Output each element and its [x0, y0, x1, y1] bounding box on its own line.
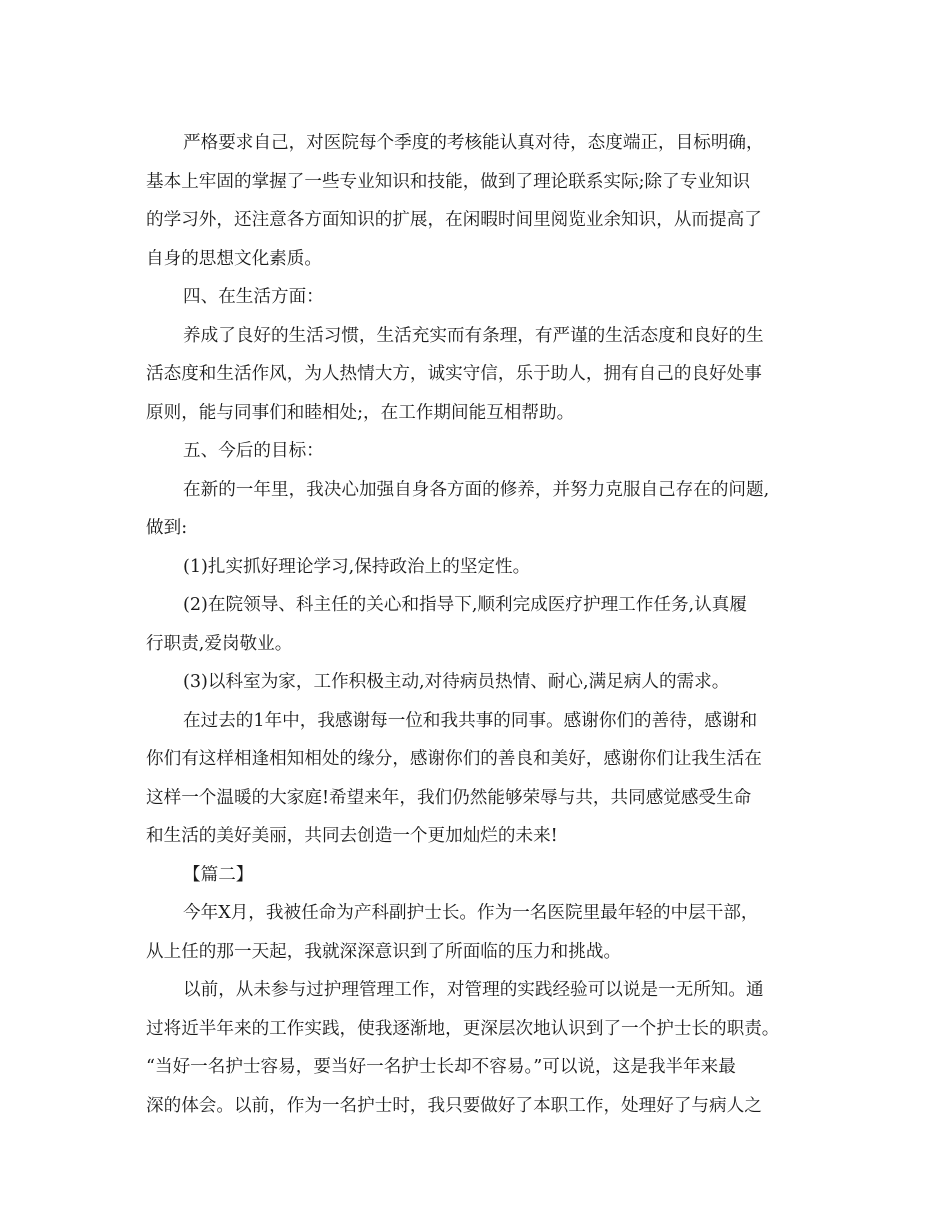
text-line: 以前，从未参与过护理管理工作，对管理的实践经验可以说是一无所知。通 — [183, 980, 764, 1000]
text-line: 在过去的1年中，我感谢每一位和我共事的同事。感谢你们的善待，感谢和 — [183, 710, 758, 731]
text-line: “当好一名护士容易，要当好一名护士长却不容易。”可以说，这是我半年来最 — [146, 1057, 736, 1077]
text-line: 五、今后的目标： — [183, 441, 324, 461]
text-line: 从上任的那一天起，我就深深意识到了所面临的压力和挑战。 — [146, 941, 622, 962]
text-line: 你们有这样相逢相知相处的缘分，感谢你们的善良和美好，感谢你们让我生活在 — [146, 749, 762, 769]
text-line: 做到: — [146, 518, 188, 538]
text-line: 深的体会。以前，作为一名护士时，我只要做好了本职工作，处理好了与病人之 — [146, 1095, 762, 1116]
text-line: 今年X月，我被任命为产科副护士长。作为一名医院里最年轻的中层干部， — [183, 903, 759, 923]
text-line: 基本上牢固的掌握了一些专业知识和技能，做到了理论联系实际;除了专业知识 — [146, 171, 751, 192]
text-line: 严格要求自己，对医院每个季度的考核能认真对待，态度端正，目标明确， — [183, 133, 764, 153]
text-line: 在新的一年里，我决心加强自身各方面的修养，并努力克服自己存在的问题, — [183, 479, 770, 500]
text-line: (2)在院领导、科主任的关心和指导下,顺利完成医疗护理工作任务,认真履 — [183, 595, 747, 615]
text-line: 和生活的美好美丽，共同去创造一个更加灿烂的未来! — [146, 826, 558, 846]
text-line: (3)以科室为家，工作积极主动,对待病员热情、耐心,满足病人的需求。 — [183, 672, 730, 692]
text-line: 养成了良好的生活习惯，生活充实而有条理，有严谨的生活态度和良好的生 — [183, 325, 764, 346]
text-line: (1)扎实抓好理论学习,保持政治上的坚定性。 — [183, 556, 531, 577]
text-line: 自身的思想文化素质。 — [146, 248, 322, 269]
document-body — [146, 124, 808, 1125]
text-line: 行职责,爱岗敬业。 — [146, 633, 293, 654]
text-line: 活态度和生活作风，为人热情大方，诚实守信，乐于助人，拥有自己的良好处事 — [146, 364, 762, 384]
text-line: 这样一个温暖的大家庭!希望来年，我们仍然能够荣辱与共，共同感觉感受生命 — [146, 787, 752, 808]
text-line: 原则，能与同事们和睦相处;，在工作期间能互相帮助。 — [146, 402, 575, 423]
text-line: 的学习外，还注意各方面知识的扩展，在闲暇时间里阅览业余知识，从而提高了 — [146, 210, 762, 230]
text-line: 过将近半年来的工作实践，使我逐渐地，更深层次地认识到了一个护士长的职责。 — [146, 1018, 780, 1039]
text-line: 【篇二】 — [183, 864, 254, 885]
text-line: 四、在生活方面： — [183, 287, 324, 307]
